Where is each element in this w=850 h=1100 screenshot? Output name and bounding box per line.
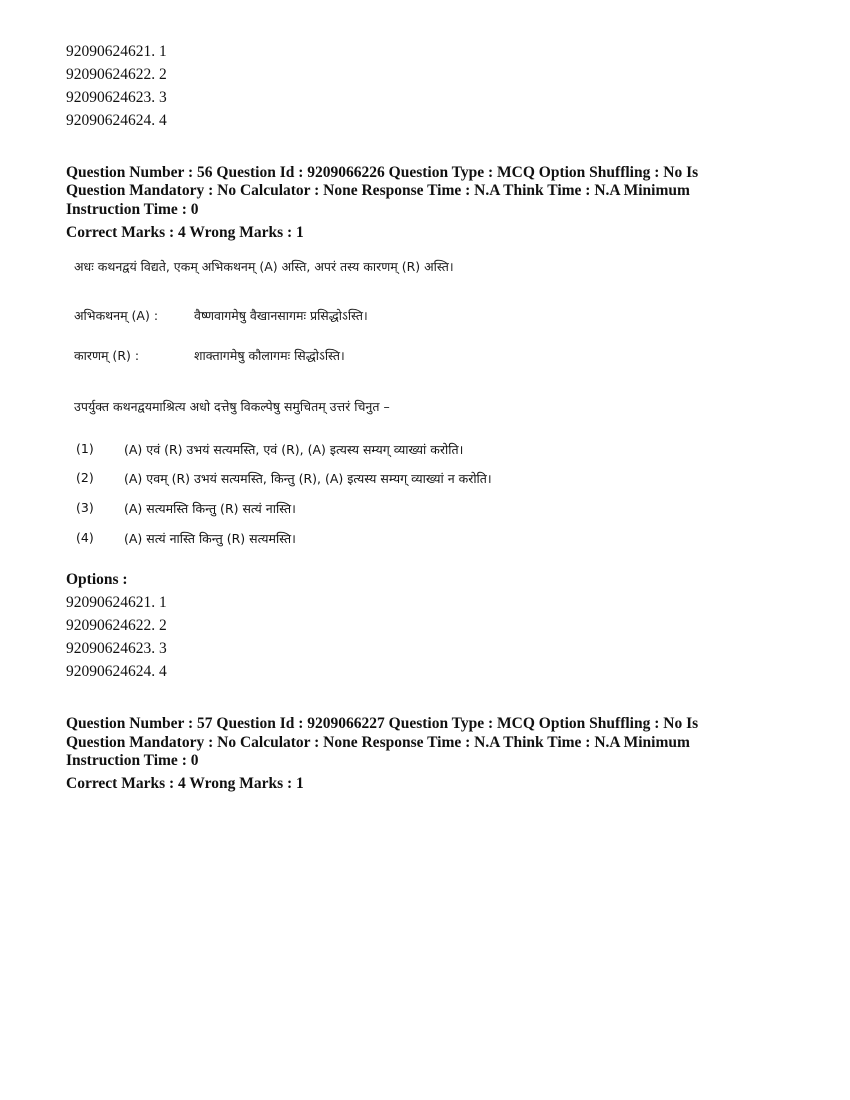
q56-option-4: 92090624624. 4 bbox=[66, 663, 167, 680]
q56-option-1: 92090624621. 1 bbox=[66, 594, 167, 611]
q57-header-line3: Instruction Time : 0 bbox=[66, 752, 199, 769]
q56-choice-3-text: (A) सत्यमस्ति किन्तु (R) सत्यं नास्ति। bbox=[124, 501, 296, 516]
q56-option-3: 92090624623. 3 bbox=[66, 640, 167, 657]
top-option-4: 92090624624. 4 bbox=[66, 112, 167, 129]
q56-choice-1-text: (A) एवं (R) उभयं सत्यमस्ति, एवं (R), (A) इत्यस्य सम्यग् व्याख्यां करोति। bbox=[124, 442, 464, 457]
q56-header-line3: Instruction Time : 0 bbox=[66, 201, 199, 218]
q56-choice-2-num: (2) bbox=[76, 470, 94, 485]
top-option-2: 92090624622. 2 bbox=[66, 66, 167, 83]
q57-header-line1: Question Number : 57 Question Id : 9209066227 Question Type : MCQ Option Shuffling : No Is bbox=[66, 715, 699, 732]
q57-marks: Correct Marks : 4 Wrong Marks : 1 bbox=[66, 775, 304, 792]
q57-header-line2: Question Mandatory : No Calculator : None Response Time : N.A Think Time : N.A Minimum bbox=[66, 734, 690, 751]
q56-reason-label: कारणम् (R) : bbox=[74, 348, 140, 363]
q56-assertion-text: वैष्णवागमेषु वैखानसागमः प्रसिद्धोऽस्ति। bbox=[194, 308, 368, 323]
q56-choice-4-text: (A) सत्यं नास्ति किन्तु (R) सत्यमस्ति। bbox=[124, 531, 296, 546]
q56-choice-3-num: (3) bbox=[76, 500, 94, 515]
q56-choice-4-num: (4) bbox=[76, 530, 94, 545]
q56-header-line2: Question Mandatory : No Calculator : None Response Time : N.A Think Time : N.A Minimum bbox=[66, 182, 690, 199]
q56-header-line1: Question Number : 56 Question Id : 9209066226 Question Type : MCQ Option Shuffling : No Is bbox=[66, 164, 699, 181]
q56-assertion-label: अभिकथनम् (A) : bbox=[74, 308, 159, 323]
q56-option-2: 92090624622. 2 bbox=[66, 617, 167, 634]
top-option-3: 92090624623. 3 bbox=[66, 89, 167, 106]
top-option-1: 92090624621. 1 bbox=[66, 43, 167, 60]
q56-options-label: Options : bbox=[66, 571, 128, 588]
q56-marks: Correct Marks : 4 Wrong Marks : 1 bbox=[66, 224, 304, 241]
q56-instruction: उपर्युक्त कथनद्वयमाश्रित्य अधो दत्तेषु विकल्पेषु समुचितम् उत्तरं चिनुत – bbox=[74, 399, 390, 414]
q56-choice-1-num: (1) bbox=[76, 441, 94, 456]
q56-intro: अधः कथनद्वयं विद्यते, एकम् अभिकथनम् (A) अस्ति, अपरं तस्य कारणम् (R) अस्ति। bbox=[74, 259, 454, 274]
q56-choice-2-text: (A) एवम् (R) उभयं सत्यमस्ति, किन्तु (R), (A) इत्यस्य सम्यग् व्याख्यां न करोति। bbox=[124, 471, 492, 486]
q56-reason-text: शाक्तागमेषु कौलागमः सिद्धोऽस्ति। bbox=[194, 348, 345, 363]
